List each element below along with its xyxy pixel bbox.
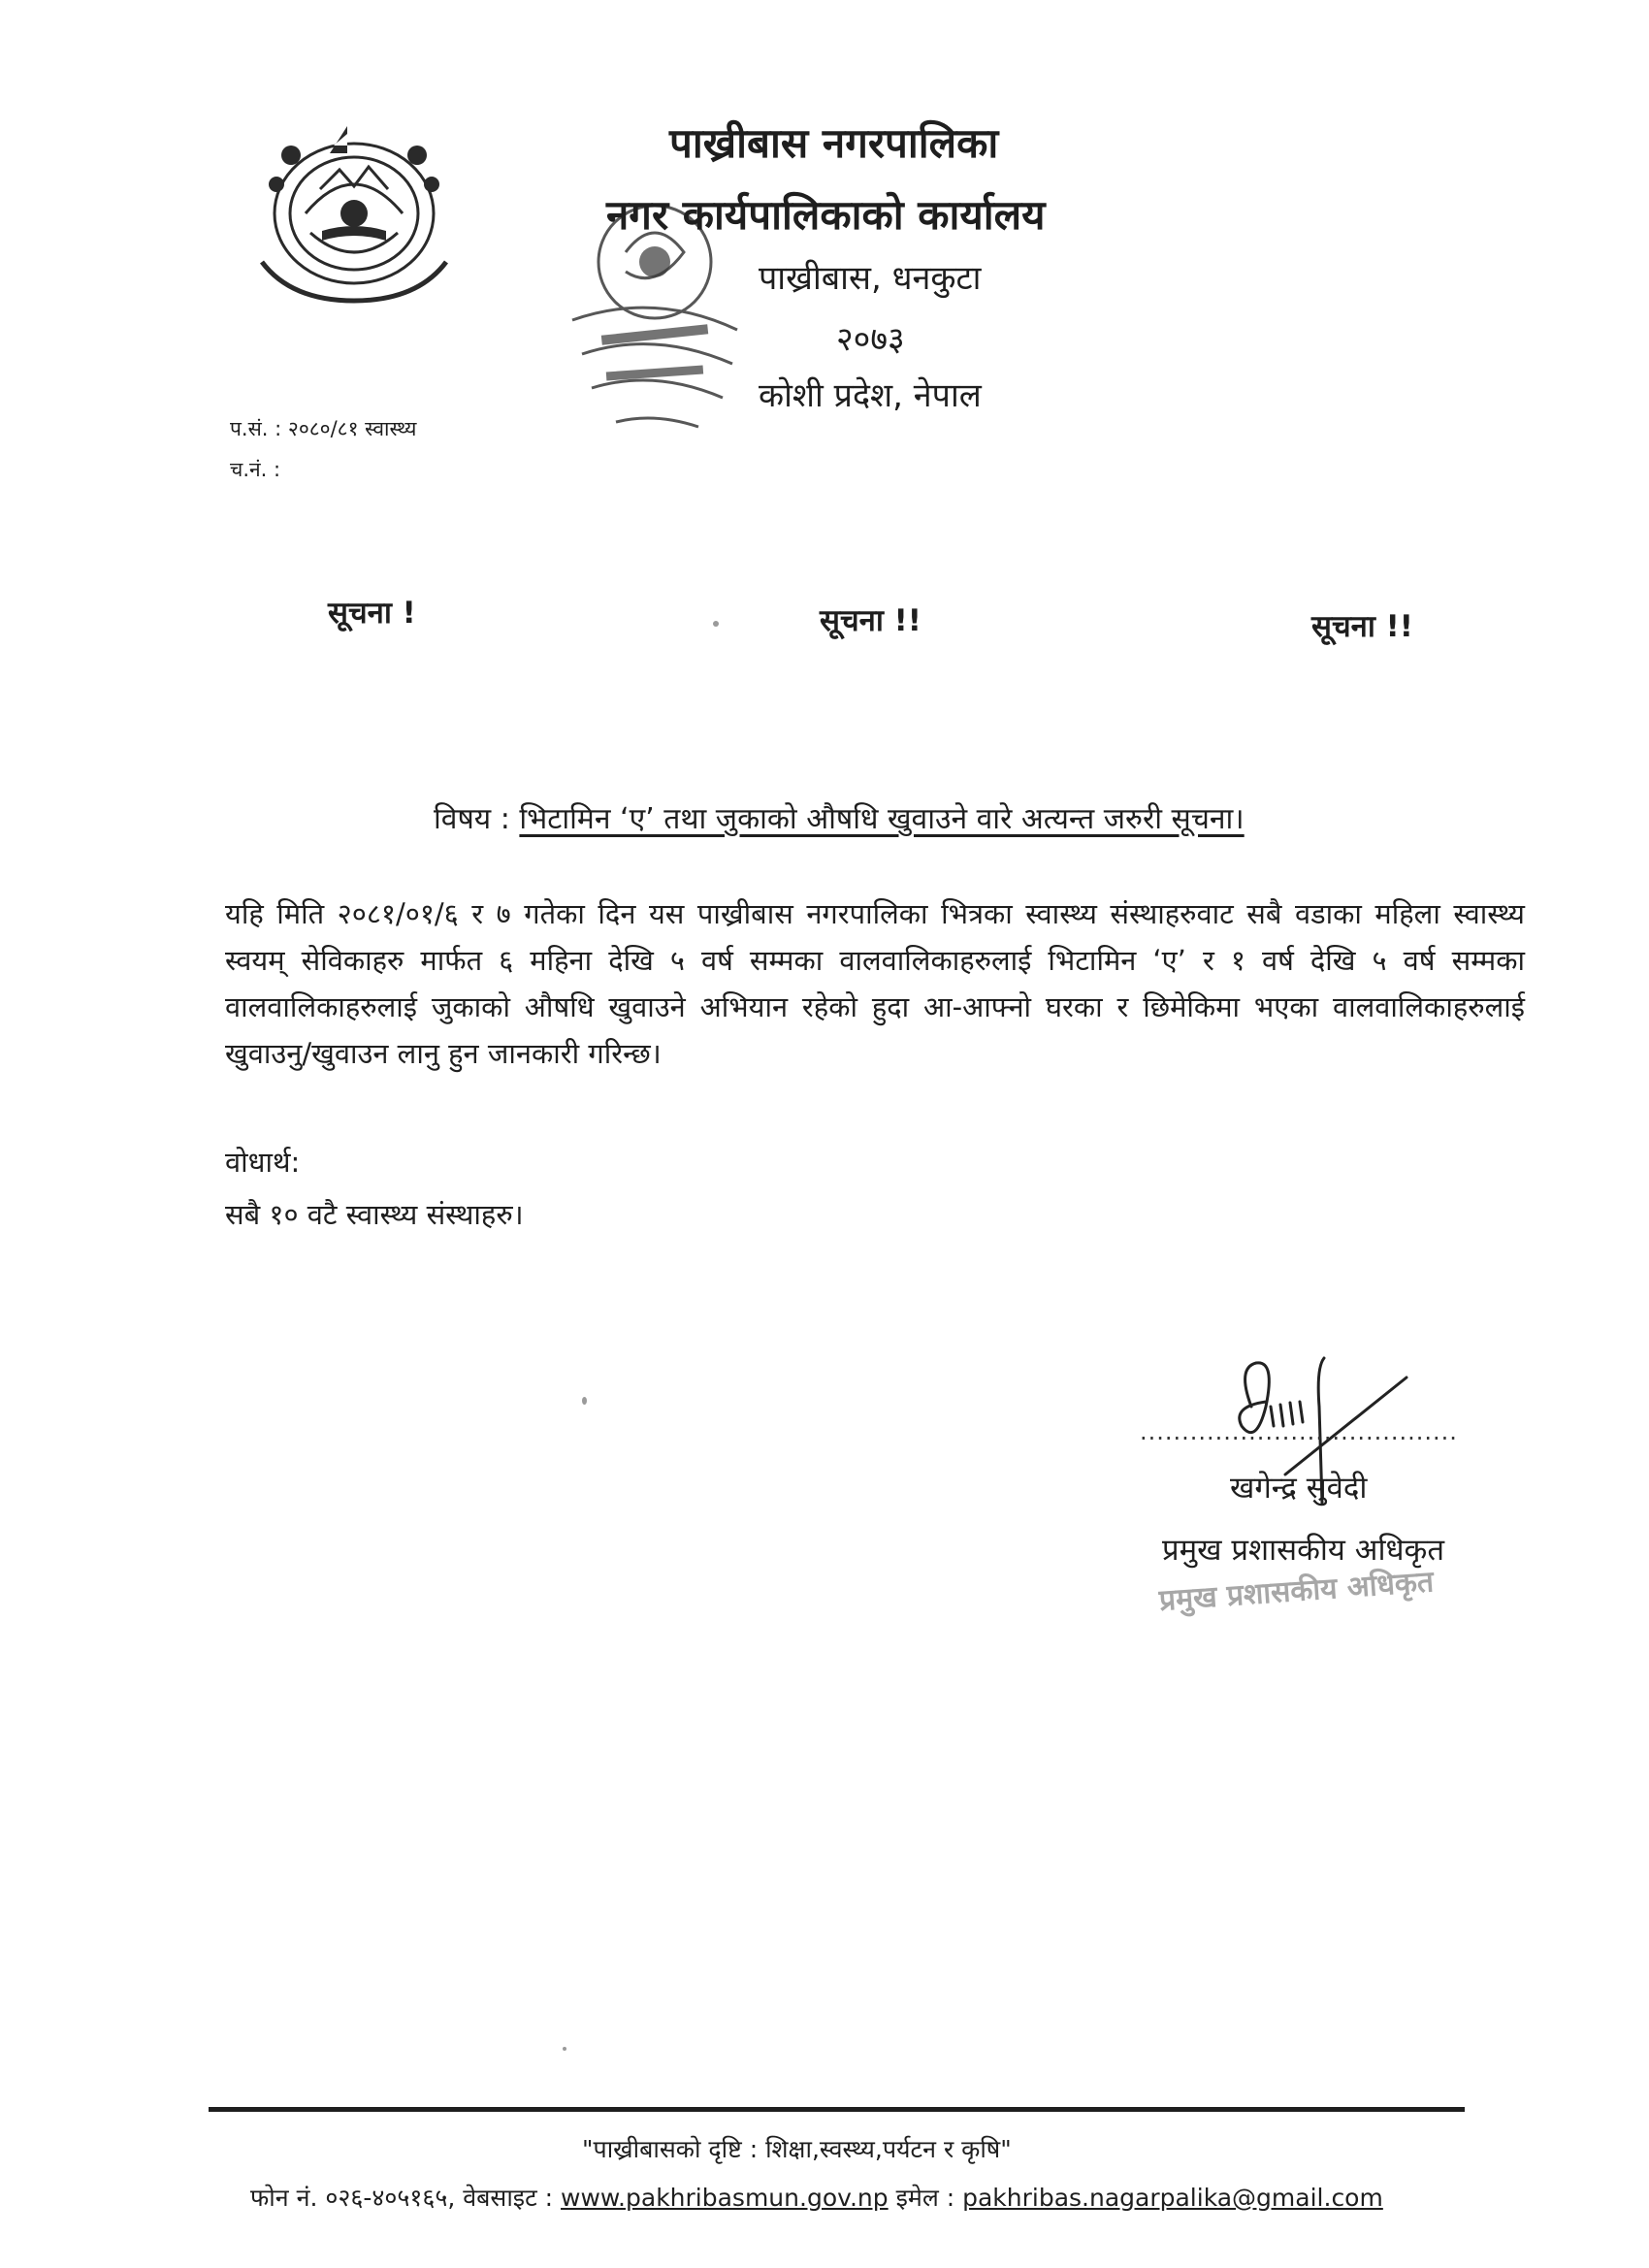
notice-body: यहि मिति २०८१/०१/६ र ७ गतेका दिन यस पाख्रीबास नगरपालिका भित्रका स्वास्थ्य संस्थाहरुवाट सबै वडाका महिला स्वास्थ्य स्वयम् सेविकाहरु मार्फत ६ महिना देखि ५ वर्ष सम्मका वालवालिकाहरुलाई भिटामिन ‘ए’ र १ वर्ष देखि ५ वर्ष सम्मका वालवालिकाहरुलाई जुकाको औषधि खुवाउने अभियान रहेको हुदा आ-आफ्नो घरका र छिमेकिमा भएका वालवालिकाहरुलाई खुवाउनु/खुवाउन लानु हुन जानकारी गरिन्छ। — [225, 897, 1525, 1070]
designation-stamp: प्रमुख प्रशासकीय अधिकृत — [1157, 1565, 1436, 1618]
signature-line: ...................................... — [1140, 1418, 1458, 1445]
office-name: नगर कार्यपालिकाको कार्यालय — [606, 191, 1046, 239]
dispatch-number: च.नं. : — [230, 458, 281, 481]
subject-text: भिटामिन ‘ए’ तथा जुकाको औषधि खुवाउने वारे अत्यन्त जरुरी सूचना। — [519, 802, 1245, 836]
signatory-name: खगेन्द्र सुवेदी — [1230, 1471, 1368, 1506]
footer-contact — [250, 2181, 1383, 2214]
cc-label: वोधार्थ: — [225, 1146, 301, 1179]
cc-line: सबै १० वटै स्वास्थ्य संस्थाहरु। — [225, 1198, 524, 1231]
scan-speck — [563, 2047, 566, 2051]
address-line-1: पाख्रीबास, धनकुटा — [759, 259, 982, 298]
email-label: इमेल : — [895, 2184, 955, 2212]
scan-speck — [713, 621, 719, 627]
address-line-3: कोशी प्रदेश, नेपाल — [759, 376, 982, 415]
notice-heading-3: सूचना !! — [1311, 609, 1413, 644]
subject-line — [434, 797, 1245, 837]
phone-info: फोन नं. ०२६-४०५१६५, वेबसाइट : — [250, 2184, 554, 2212]
email-link[interactable]: pakhribas.nagarpalika@gmail.com — [962, 2184, 1383, 2212]
notice-heading-1: सूचना ! — [328, 596, 416, 631]
notice-heading-2: सूचना !! — [820, 603, 922, 638]
footer-motto: "पाख्रीबासको दृष्टि : शिक्षा,स्वस्थ्य,पर्यटन र कृषि" — [582, 2135, 1012, 2163]
footer-divider — [209, 2107, 1465, 2112]
organization-name: पाख्रीबास नगरपालिका — [669, 119, 999, 167]
address-line-2: २०७३ — [836, 320, 905, 359]
nepal-government-emblem-icon — [233, 116, 475, 310]
website-link[interactable]: www.pakhribasmun.gov.np — [561, 2184, 889, 2212]
subject-label: विषय : — [434, 802, 510, 836]
signatory-title: प्रमुख प्रशासकीय अधिकृत — [1162, 1533, 1445, 1568]
scan-speck — [582, 1397, 587, 1405]
reference-number: प.सं. : २०८०/८१ स्वास्थ्य — [230, 417, 417, 440]
